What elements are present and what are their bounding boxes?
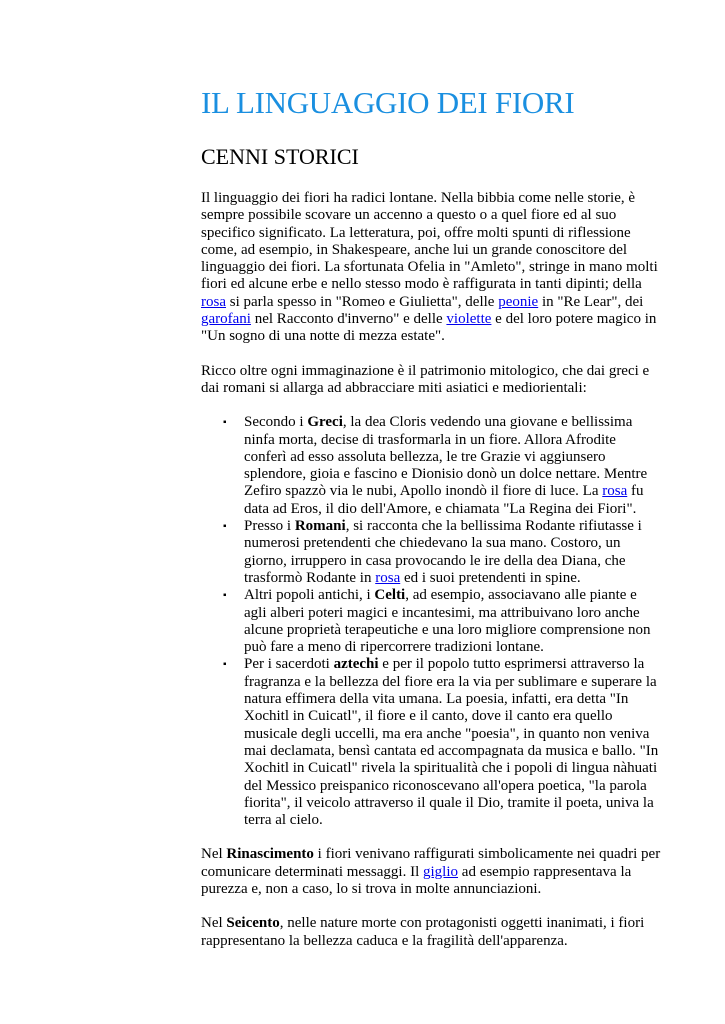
document-body [201, 84, 661, 950]
bold-term: Celti [374, 587, 406, 604]
list-item-romani [223, 518, 661, 587]
text-run: si parla spesso in "Romeo e Giulietta", delle [226, 293, 499, 310]
bullet-icon: ▪ [223, 417, 227, 429]
paragraph-mythology: Ricco oltre ogni immaginazione è il patrimonio mitologico, che dai greci e dai romani si allarga ad abbracciare miti asiatici e mediorientali: [201, 362, 650, 396]
bold-term: Seicento [226, 915, 280, 932]
text-run: ad esempio rappresentava la purezza e, non a caso, lo si trova in molte annunciazioni. [201, 863, 632, 897]
text-run: Il linguaggio dei fiori ha radici lontane. Nella bibbia come nelle storie, è sempre possibile scovare un accenno a questo o a quel fiore ed al suo specifico significato. La letteratura, poi, offre molti spunti di riflessione come, ad esempio, in Shakespeare, anche lui un grande conoscitore del linguaggio dei fiori. La sfortunata Ofelia in "Amleto", stringe in mano molti fiori ed alcune erbe e nello stesso modo è raffigurata in tanti dipinti; della [201, 190, 658, 293]
section-heading: CENNI STORICI [201, 144, 359, 169]
text-run: Nel [201, 846, 227, 863]
bullet-icon: ▪ [223, 659, 227, 671]
list-item-greci [223, 414, 661, 518]
text-run: fu data ad Eros, il dio dell'Amore, e chiamata "La Regina dei Fiori". [244, 483, 644, 517]
text-run: Nel [201, 915, 227, 932]
text-run: , si racconta che la bellissima Rodante rifiutasse i numerosi pretendenti che chiedevano la sua mano. Costoro, un giorno, irruppero in casa provocando le ire della dea Diana, che trasformò Rodante in [244, 518, 642, 586]
text-run: i fiori venivano raffigurati simbolicamente nei quadri per comunicare determinati messaggi. Il [201, 846, 661, 880]
text-run: Per i sacerdoti [244, 656, 334, 673]
text-run: e per il popolo tutto esprimersi attraverso la fragranza e la bellezza del fiore era la via per sublimare e superare la natura effimera della vita umana. La poesia, infatti, era detta "In Xochitl in Cuicatl", il fiore e il canto, dove il canto era quello musicale degli uccelli, ma era anche "poesia", in quanto non veniva mai declamata, bensì cantata ed accompagnata da musica e ballo. "In Xochitl in Cuicatl" rivela la spiritualità che i popoli di lingua nàhuati del Messico preispanico riconoscevano all'opera poetica, "la parola fiorita", il veicolo attraverso il quale il Dio, tramite il poeta, univa la terra al cielo. [244, 656, 659, 829]
link-peonie[interactable]: peonie [498, 293, 539, 310]
text-run: , la dea Cloris vedendo una giovane e bellissima ninfa morta, decise di trasformarla in un fiore. Allora Afrodite conferì ad esso assoluta bellezza, le tre Grazie vi aggiunsero splendore, gioia e fascino e Dionisio donò un dolce nettare. Mentre Zefiro spazzò via le nubi, Apollo inondò il fiore di luce. La [244, 414, 648, 500]
list-item-celti [223, 587, 661, 656]
text-run: , nelle nature morte con protagonisti oggetti inanimati, i fiori rappresentano la bellezza caduca e la fragilità dell'apparenza. [201, 915, 645, 949]
paragraph-seicento [201, 915, 661, 950]
text-run: Presso i [244, 518, 295, 535]
bold-term: Romani [294, 518, 346, 535]
text-run: e del loro potere magico in "Un sogno di una notte di mezza estate". [201, 311, 657, 345]
link-garofani[interactable]: garofani [201, 311, 251, 328]
paragraph-intro [201, 190, 661, 346]
text-run: Secondo i [244, 414, 308, 431]
page-title: IL LINGUAGGIO DEI FIORI [201, 85, 575, 120]
bullet-icon: ▪ [223, 521, 227, 533]
link-violette[interactable]: violette [446, 311, 492, 328]
myth-list [201, 414, 661, 829]
bullet-icon: ▪ [223, 590, 227, 602]
link-rosa[interactable]: rosa [602, 483, 628, 500]
text-run: nel Racconto d'inverno" e delle [250, 311, 447, 328]
text-run: Altri popoli antichi, i [244, 587, 375, 604]
paragraph-rinascimento [201, 846, 661, 898]
bold-term: Greci [307, 414, 343, 431]
bold-term: aztechi [333, 656, 379, 673]
text-run: , ad esempio, associavano alle piante e agli alberi poteri magici e incantesimi, ma attribuivano loro anche alcune proprietà terapeutiche e una loro migliore comprensione non può fare a meno di ripercorrere tradizioni lontane. [244, 587, 651, 656]
text-run: in "Re Lear", dei [538, 293, 644, 310]
text-run: ed i suoi pretendenti in spine. [400, 569, 581, 586]
list-item-aztechi [223, 656, 661, 829]
link-giglio[interactable]: giglio [423, 863, 459, 880]
link-rosa[interactable]: rosa [375, 569, 401, 586]
bold-term: Rinascimento [226, 846, 314, 863]
link-rosa[interactable]: rosa [201, 293, 226, 310]
